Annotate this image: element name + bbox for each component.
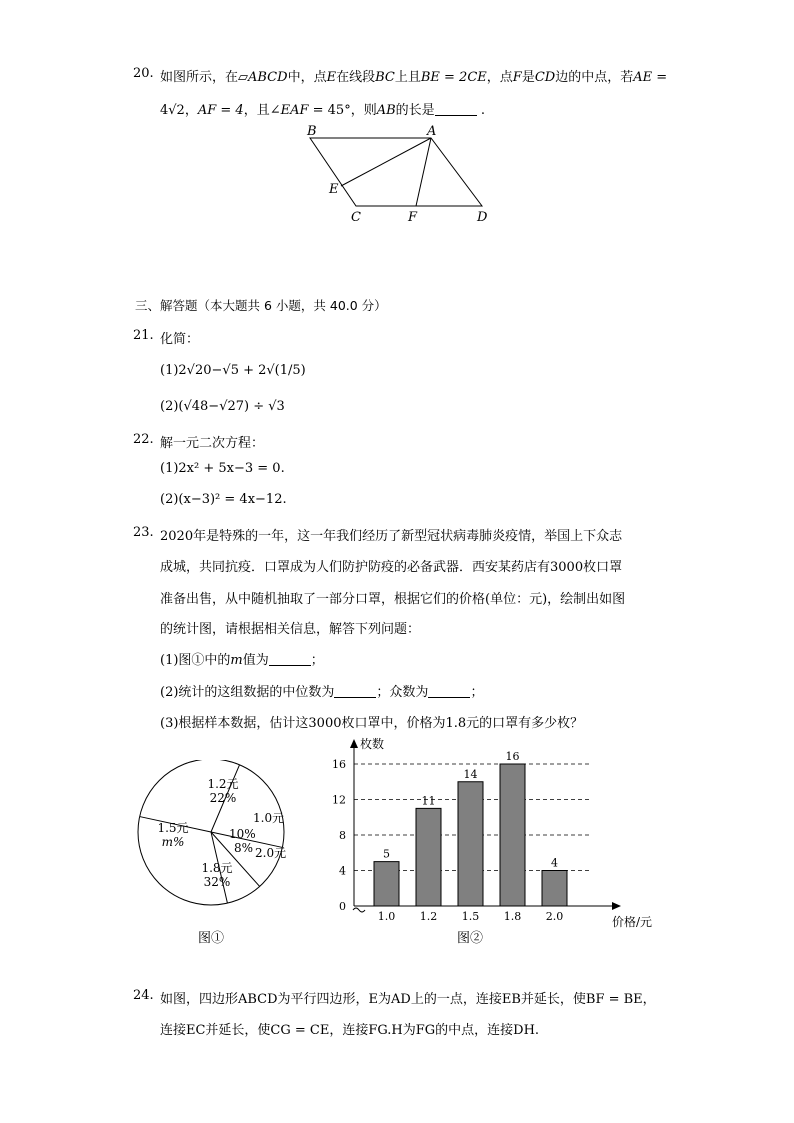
q23-line1: 2020年是特殊的一年，这一年我们经历了新型冠状病毒肺炎疫情，举国上下众志 (160, 529, 623, 544)
q20-line2 (160, 99, 485, 118)
x-tick-label: 1.0 (377, 910, 396, 923)
q22-part1: (1)2x² + 5x−3 = 0. (160, 461, 285, 476)
bar-value-label: 4 (551, 856, 558, 870)
slice-2-0-percent: 8% (234, 841, 254, 855)
slice-1-0-percent: 10% (229, 827, 256, 841)
q20-text: ，点 (486, 70, 513, 85)
bar-value-label: 16 (505, 750, 520, 763)
q23-math: m (230, 653, 243, 668)
pie-caption: 图① (197, 931, 225, 946)
y-tick-label: 8 (339, 829, 346, 842)
slice-1-8-label: 1.8元 (201, 861, 233, 875)
x-tick-label: 1.5 (461, 910, 480, 923)
label-b: B (307, 124, 317, 139)
q23-line3: 准备出售，从中随机抽取了一部分口罩，根据它们的价格(单位：元)，绘制出如图 (160, 592, 626, 607)
q20-text: = 45°，则 (308, 103, 377, 118)
y-tick-label: 0 (339, 900, 346, 913)
q23-part1 (160, 649, 324, 668)
q20-text: ，且∠ (243, 103, 281, 118)
q23-text: (1)图①中的 (160, 653, 231, 668)
bar-2.0 (542, 871, 567, 907)
q20-math: EAF (280, 103, 309, 118)
answer-blank[interactable] (428, 685, 470, 698)
x-tick-label: 1.8 (503, 910, 522, 923)
slice-1-0-label: 1.0元 (253, 811, 285, 825)
bar-1.8 (500, 764, 525, 906)
q20-math: CD (534, 70, 556, 85)
q23-text: (2)统计的这组数据的中位数为 (160, 685, 335, 700)
q20-text: 在线段 (336, 70, 376, 85)
label-d: D (477, 210, 488, 225)
axis-break (353, 908, 365, 912)
q24-line1: 如图，四边形ABCD为平行四边形，E为AD上的一点，连接EB并延长，使BF = BE， (160, 992, 656, 1007)
slice-1-2-percent: 22% (209, 791, 237, 805)
q22-number: 22. (133, 432, 154, 447)
q20-math: AE = (633, 70, 668, 85)
q23-text: ； (310, 653, 324, 668)
y-tick-label: 16 (332, 758, 346, 771)
y-axis-label: 枚数 (360, 737, 385, 751)
x-axis-arrow (612, 902, 621, 910)
y-tick-label: 12 (332, 793, 346, 807)
q20-text: 上且 (394, 70, 421, 85)
q23-text: 值为 (242, 653, 269, 668)
q20-text: 边的中点，若 (555, 70, 634, 85)
q23-line4: 的统计图，请根据相关信息，解答下列问题： (160, 622, 421, 637)
bar-caption: 图② (456, 931, 484, 946)
bar-1.0 (374, 862, 399, 906)
slice-1-5-label: 1.5元 (157, 821, 189, 835)
bar-value-label: 14 (463, 767, 478, 781)
bar-1.2 (416, 808, 441, 906)
q20-math: ABCD (248, 70, 288, 85)
label-e: E (329, 182, 339, 197)
bar-chart (322, 734, 672, 948)
q23-number: 23. (133, 525, 154, 540)
bar-1.5 (458, 782, 483, 906)
q20-math: F (512, 70, 522, 85)
q20-math: 4√2 (160, 103, 185, 118)
label-c: C (351, 210, 361, 225)
pie-chart (128, 760, 298, 950)
x-axis-label: 价格/元 (612, 915, 653, 929)
q20-math: E (326, 70, 337, 85)
q21-stem: 化简： (160, 332, 200, 347)
label-a: A (427, 124, 437, 139)
slice-1-8-percent: 32% (203, 875, 231, 889)
q22-stem: 解一元二次方程： (160, 436, 265, 451)
slice-1-2-label: 1.2元 (207, 777, 239, 791)
y-tick-label: 4 (339, 864, 346, 878)
label-f: F (408, 210, 418, 225)
q20-text: . (480, 103, 485, 118)
bar-value-label: 5 (383, 847, 390, 861)
q23-part3: (3)根据样本数据，估计这3000枚口罩中，价格为1.8元的口罩有多少枚？ (160, 716, 584, 731)
q23-part2 (160, 681, 483, 700)
q20-text: 如图所示，在▱ (160, 70, 248, 85)
q21-number: 21. (133, 328, 154, 343)
q20-math: BC (375, 70, 395, 85)
answer-blank[interactable] (435, 103, 477, 116)
answer-blank[interactable] (269, 653, 311, 666)
q23-text: ； (470, 685, 484, 700)
slice-2-0-label: 2.0元 (255, 846, 287, 860)
q20-text: ， (184, 103, 198, 118)
q20-math: BE = 2CE (420, 70, 487, 85)
q20-text: 中，点 (287, 70, 327, 85)
y-axis-arrow (350, 739, 358, 748)
q20-text: 是 (521, 70, 535, 85)
q21-part2: (2)(√48−√27) ÷ √3 (160, 399, 285, 414)
slice-1-5-percent: m% (161, 835, 185, 849)
parallelogram-figure (296, 120, 496, 228)
q24-number: 24. (133, 988, 154, 1003)
q23-text: ；众数为 (376, 685, 429, 700)
q20-math: AB (376, 103, 396, 118)
segment-ae (341, 138, 431, 186)
x-tick-label: 1.2 (419, 910, 438, 923)
q20-number: 20. (133, 66, 154, 81)
q21-part1: (1)2√20−√5 + 2√(1/5) (160, 363, 306, 378)
q23-line2: 成城，共同抗疫．口罩成为人们防护防疫的必备武器．西安某药店有3000枚口罩 (160, 560, 623, 575)
segment-af (416, 138, 431, 206)
section-heading: 三、解答题（本大题共 6 小题，共 40.0 分） (135, 298, 387, 313)
bar-value-label: 11 (421, 794, 436, 808)
q20-text: 的长是 (395, 103, 435, 118)
answer-blank[interactable] (334, 685, 376, 698)
q24-line2: 连接EC并延长，使CG = CE，连接FG.H为FG的中点，连接DH. (160, 1023, 540, 1038)
x-tick-label: 2.0 (545, 910, 564, 923)
q22-part2: (2)(x−3)² = 4x−12. (160, 492, 287, 507)
q20-math: AF = 4 (197, 103, 244, 118)
q20-line1 (160, 66, 667, 85)
